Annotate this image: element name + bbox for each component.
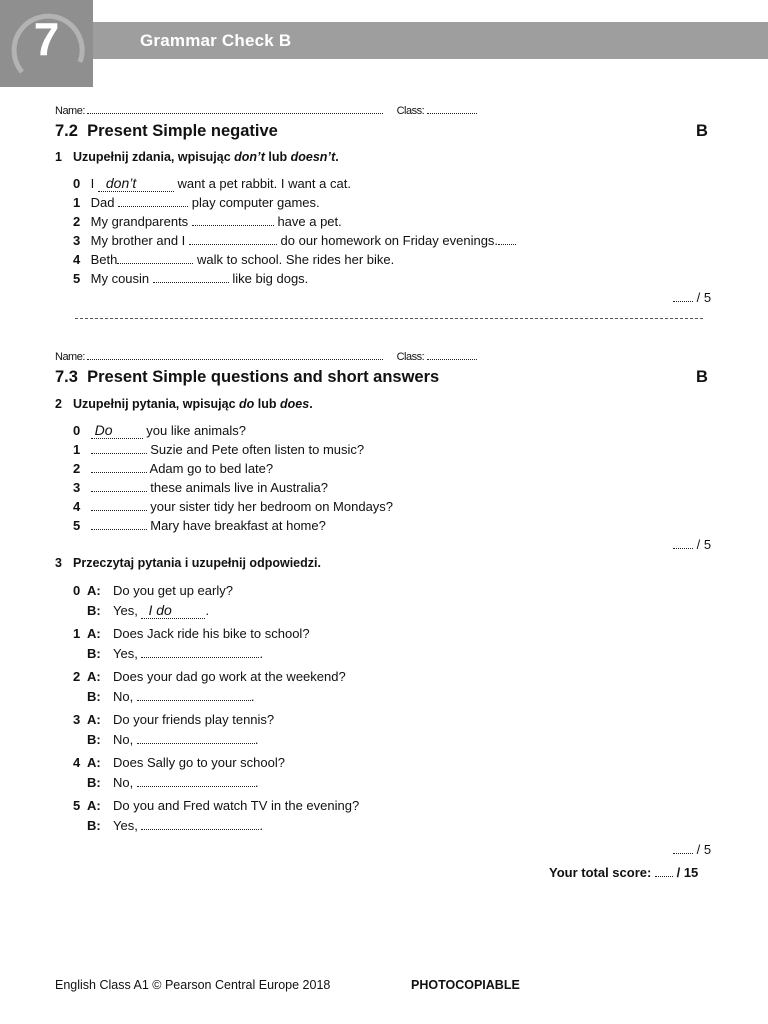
version-letter: B xyxy=(696,368,708,386)
exercise-2-item-3: 3 these animals live in Australia? xyxy=(73,480,329,495)
answer-blank[interactable] xyxy=(137,731,255,744)
unit-badge xyxy=(0,0,93,87)
exercise-1-item-2: 2 My grandparents have a pet. xyxy=(73,214,342,229)
score-blank[interactable] xyxy=(673,841,693,854)
example-answer: don’t xyxy=(98,175,174,192)
example-answer: I do xyxy=(141,602,205,619)
exercise-2-item-4: 4 your sister tidy her bedroom on Mondays? xyxy=(73,499,394,514)
answer-blank[interactable] xyxy=(91,441,147,454)
exercise-2-item-0: 0 Do you like animals? xyxy=(73,422,246,438)
exercise-1-item-0: 0 I don’t want a pet rabbit. I want a cat. xyxy=(73,175,351,191)
answer-blank[interactable] xyxy=(141,817,259,830)
version-letter: B xyxy=(696,122,708,140)
score-exercise-3: / 5 xyxy=(673,841,711,857)
exercise-2-item-5: 5 Mary have breakfast at home? xyxy=(73,518,326,533)
class-label: Class: xyxy=(396,351,425,363)
exercise-3-item-2-question: 2 A: Does your dad go work at the weekend? xyxy=(73,669,346,684)
score-blank[interactable] xyxy=(673,536,693,549)
exercise-3-item-4-answer: B: No, . xyxy=(87,775,259,790)
cut-line xyxy=(75,318,703,319)
exercise-3-item-1-answer: B: Yes, . xyxy=(87,646,264,661)
exercise-1-item-5: 5 My cousin like big dogs. xyxy=(73,271,309,286)
exercise-3-item-2-answer: B: No, . xyxy=(87,689,255,704)
exercise-3-item-4-question: 4 A: Does Sally go to your school? xyxy=(73,755,285,770)
page-title: Grammar Check B xyxy=(140,31,292,50)
exercise-1-item-3: 3 My brother and I do our homework on Friday evenings. xyxy=(73,232,516,248)
section-title-7-3 xyxy=(55,368,439,387)
answer-blank[interactable] xyxy=(91,460,147,473)
class-field[interactable] xyxy=(427,347,477,360)
answer-blank[interactable] xyxy=(153,270,229,283)
name-field[interactable] xyxy=(87,347,383,360)
name-class-row-1 xyxy=(55,101,477,117)
name-field[interactable] xyxy=(87,101,383,114)
score-exercise-1: / 5 xyxy=(673,289,711,305)
score-exercise-2: / 5 xyxy=(673,536,711,552)
name-class-row-2 xyxy=(55,347,477,363)
exercise-3-item-5-question: 5 A: Do you and Fred watch TV in the evening? xyxy=(73,798,360,813)
exercise-3-item-5-answer: B: Yes, . xyxy=(87,818,264,833)
unit-number: 7 xyxy=(33,13,60,65)
footer-photocopiable: PHOTOCOPIABLE xyxy=(411,978,520,992)
exercise-3-item-3-answer: B: No, . xyxy=(87,732,259,747)
exercise-1-item-4: 4 Beth walk to school. She rides her bike. xyxy=(73,252,395,267)
footer-copyright: English Class A1 © Pearson Central Europe 2018 xyxy=(55,978,331,992)
section-number: 7.2 xyxy=(55,122,78,140)
total-score xyxy=(549,864,698,880)
instruction-2: 2 Uzupełnij pytania, wpisując do lub does. xyxy=(55,397,313,411)
answer-blank[interactable] xyxy=(189,232,277,245)
title-bar xyxy=(93,22,768,59)
name-label: Name: xyxy=(55,351,85,363)
answer-blank[interactable] xyxy=(192,213,274,226)
answer-blank[interactable] xyxy=(117,251,193,264)
section-number: 7.3 xyxy=(55,368,78,386)
exercise-3-item-0-question: 0 A: Do you get up early? xyxy=(73,583,233,598)
exercise-3-item-0-answer: B: Yes, I do . xyxy=(87,602,210,618)
exercise-3-item-3-question: 3 A: Do your friends play tennis? xyxy=(73,712,275,727)
answer-blank[interactable] xyxy=(137,774,255,787)
section-heading: Present Simple negative xyxy=(87,122,278,140)
class-label: Class: xyxy=(396,105,425,117)
section-heading: Present Simple questions and short answers xyxy=(87,368,440,386)
total-score-blank[interactable] xyxy=(655,864,673,877)
exercise-1-item-1: 1 Dad play computer games. xyxy=(73,195,320,210)
exercise-2-item-1: 1 Suzie and Pete often listen to music? xyxy=(73,442,365,457)
score-blank[interactable] xyxy=(673,289,693,302)
answer-blank[interactable] xyxy=(137,688,251,701)
instruction-1: 1 Uzupełnij zdania, wpisując don’t lub doesn’t. xyxy=(55,150,339,164)
exercise-2-item-2: 2 Adam go to bed late? xyxy=(73,461,274,476)
exercise-3-item-1-question: 1 A: Does Jack ride his bike to school? xyxy=(73,626,310,641)
answer-blank[interactable] xyxy=(141,645,259,658)
example-answer: Do xyxy=(91,422,143,439)
total-score-value: / 15 xyxy=(676,865,699,880)
answer-blank[interactable] xyxy=(91,517,147,530)
answer-blank[interactable] xyxy=(91,498,147,511)
instruction-3: 3 Przeczytaj pytania i uzupełnij odpowiedzi. xyxy=(55,556,321,570)
section-title-7-2 xyxy=(55,122,278,141)
answer-blank[interactable] xyxy=(118,194,188,207)
class-field[interactable] xyxy=(427,101,477,114)
answer-blank[interactable] xyxy=(91,479,147,492)
name-label: Name: xyxy=(55,105,85,117)
total-score-label: Your total score: xyxy=(549,865,652,880)
